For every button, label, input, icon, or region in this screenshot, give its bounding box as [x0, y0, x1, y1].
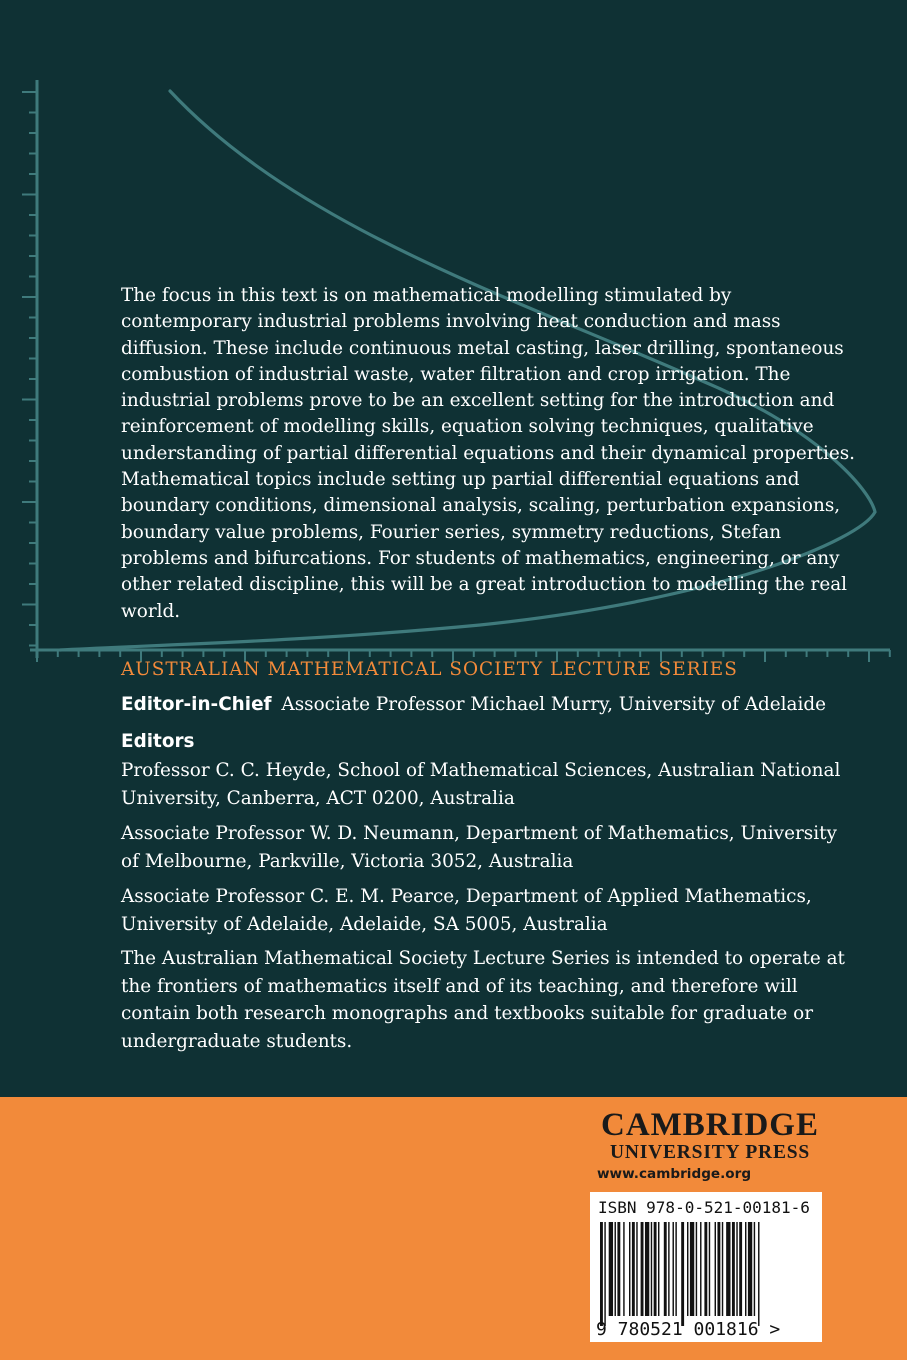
barcode-bar — [696, 1222, 697, 1316]
barcode-bar — [704, 1222, 707, 1316]
publisher-name: CAMBRIDGE — [600, 1107, 819, 1143]
barcode-bar — [651, 1222, 652, 1316]
editor-entry: Associate Professor C. E. M. Pearce, Department of Applied Mathematics, University of Adelaide, Adelaide, SA 5005, Australia — [121, 886, 812, 935]
barcode-bar — [726, 1222, 730, 1316]
barcode-bar — [654, 1222, 657, 1316]
barcode-bar — [673, 1222, 674, 1316]
barcode-bars — [598, 1222, 814, 1326]
barcode-bar — [617, 1222, 620, 1316]
barcode-bar — [668, 1222, 669, 1316]
barcode-bar — [709, 1222, 710, 1316]
barcode-bar — [739, 1222, 742, 1316]
barcode-bar — [658, 1222, 659, 1316]
editor-in-chief-name: Associate Professor Michael Murry, University of Adelaide — [281, 694, 827, 715]
editor-entry: Professor C. C. Heyde, School of Mathematical Sciences, Australian National University, Canberra, ACT 0200, Australia — [121, 760, 841, 809]
y-axis — [22, 80, 37, 658]
barcode-bar — [641, 1222, 644, 1316]
barcode-bar — [758, 1222, 759, 1326]
barcode-bar — [736, 1222, 737, 1316]
barcode-bar — [664, 1222, 667, 1316]
barcode-bar — [615, 1222, 616, 1316]
barcode-bar — [632, 1222, 635, 1316]
barcode-bar — [604, 1222, 605, 1326]
barcode-bar — [717, 1222, 720, 1316]
series-title: AUSTRALIAN MATHEMATICAL SOCIETY LECTURE SERIES — [121, 659, 738, 680]
barcode-bar — [700, 1222, 701, 1316]
barcode-bar — [609, 1222, 613, 1316]
back-cover-blurb: The focus in this text is on mathematical modelling stimulated by contemporary industrial problems involving heat conduction and mass diffusion. These include continuous metal casting, laser drilling, spontaneous combustion of industrial waste, water filtration and crop irrigation. The industrial problems prove to be an excellent setting for the introduction and reinforcement of modelling skills, equation solving techniques, qualitative understanding of partial differential equations and their dynamical properties. Mathematical topics include setting up partial differential equations and boundary conditions, dimensional analysis, scaling, perturbation expansions, boundary value problems, Fourier series, symmetry reductions, Stefan problems and bifurcations. For students of mathematics, engineering, or any other related discipline, this will be a great introduction to modelling the real world. — [121, 285, 856, 622]
barcode-bar — [722, 1222, 723, 1316]
isbn-barcode — [590, 1192, 822, 1342]
barcode-bar — [690, 1222, 694, 1316]
series-description: The Australian Mathematical Society Lecture Series is intended to operate at the frontiers of mathematics itself and of its teaching, and therefore will contain both research monographs and textbooks suitable for graduate or undergraduate students. — [121, 948, 845, 1052]
barcode-bar — [600, 1222, 603, 1326]
barcode-bar — [623, 1222, 624, 1316]
barcode-bar — [645, 1222, 649, 1316]
barcode-number: 9 780521 001816 > — [596, 1319, 781, 1340]
editor-in-chief — [121, 694, 881, 715]
barcode-bar — [629, 1222, 630, 1316]
barcode-bar — [715, 1222, 716, 1316]
publisher-url: www.cambridge.org — [597, 1166, 752, 1182]
barcode-bar — [754, 1222, 755, 1316]
barcode-bar — [636, 1222, 637, 1316]
barcode-bar — [675, 1222, 676, 1316]
barcode-bar — [687, 1222, 688, 1316]
barcode-bar — [732, 1222, 735, 1316]
editor-entry: Associate Professor W. D. Neumann, Department of Mathematics, University of Melbourne, Parkville, Victoria 3052, Australia — [121, 823, 837, 872]
editor-in-chief-label: Editor-in-Chief — [121, 694, 272, 715]
publisher-subname: UNIVERSITY PRESS — [609, 1142, 811, 1163]
editors-heading: Editors — [121, 731, 195, 752]
barcode-bar — [681, 1222, 684, 1326]
barcode-bar — [745, 1222, 746, 1316]
barcode-bar — [748, 1222, 752, 1316]
publisher-logo — [596, 1108, 824, 1164]
isbn-label: ISBN 978-0-521-00181-6 — [598, 1198, 810, 1217]
